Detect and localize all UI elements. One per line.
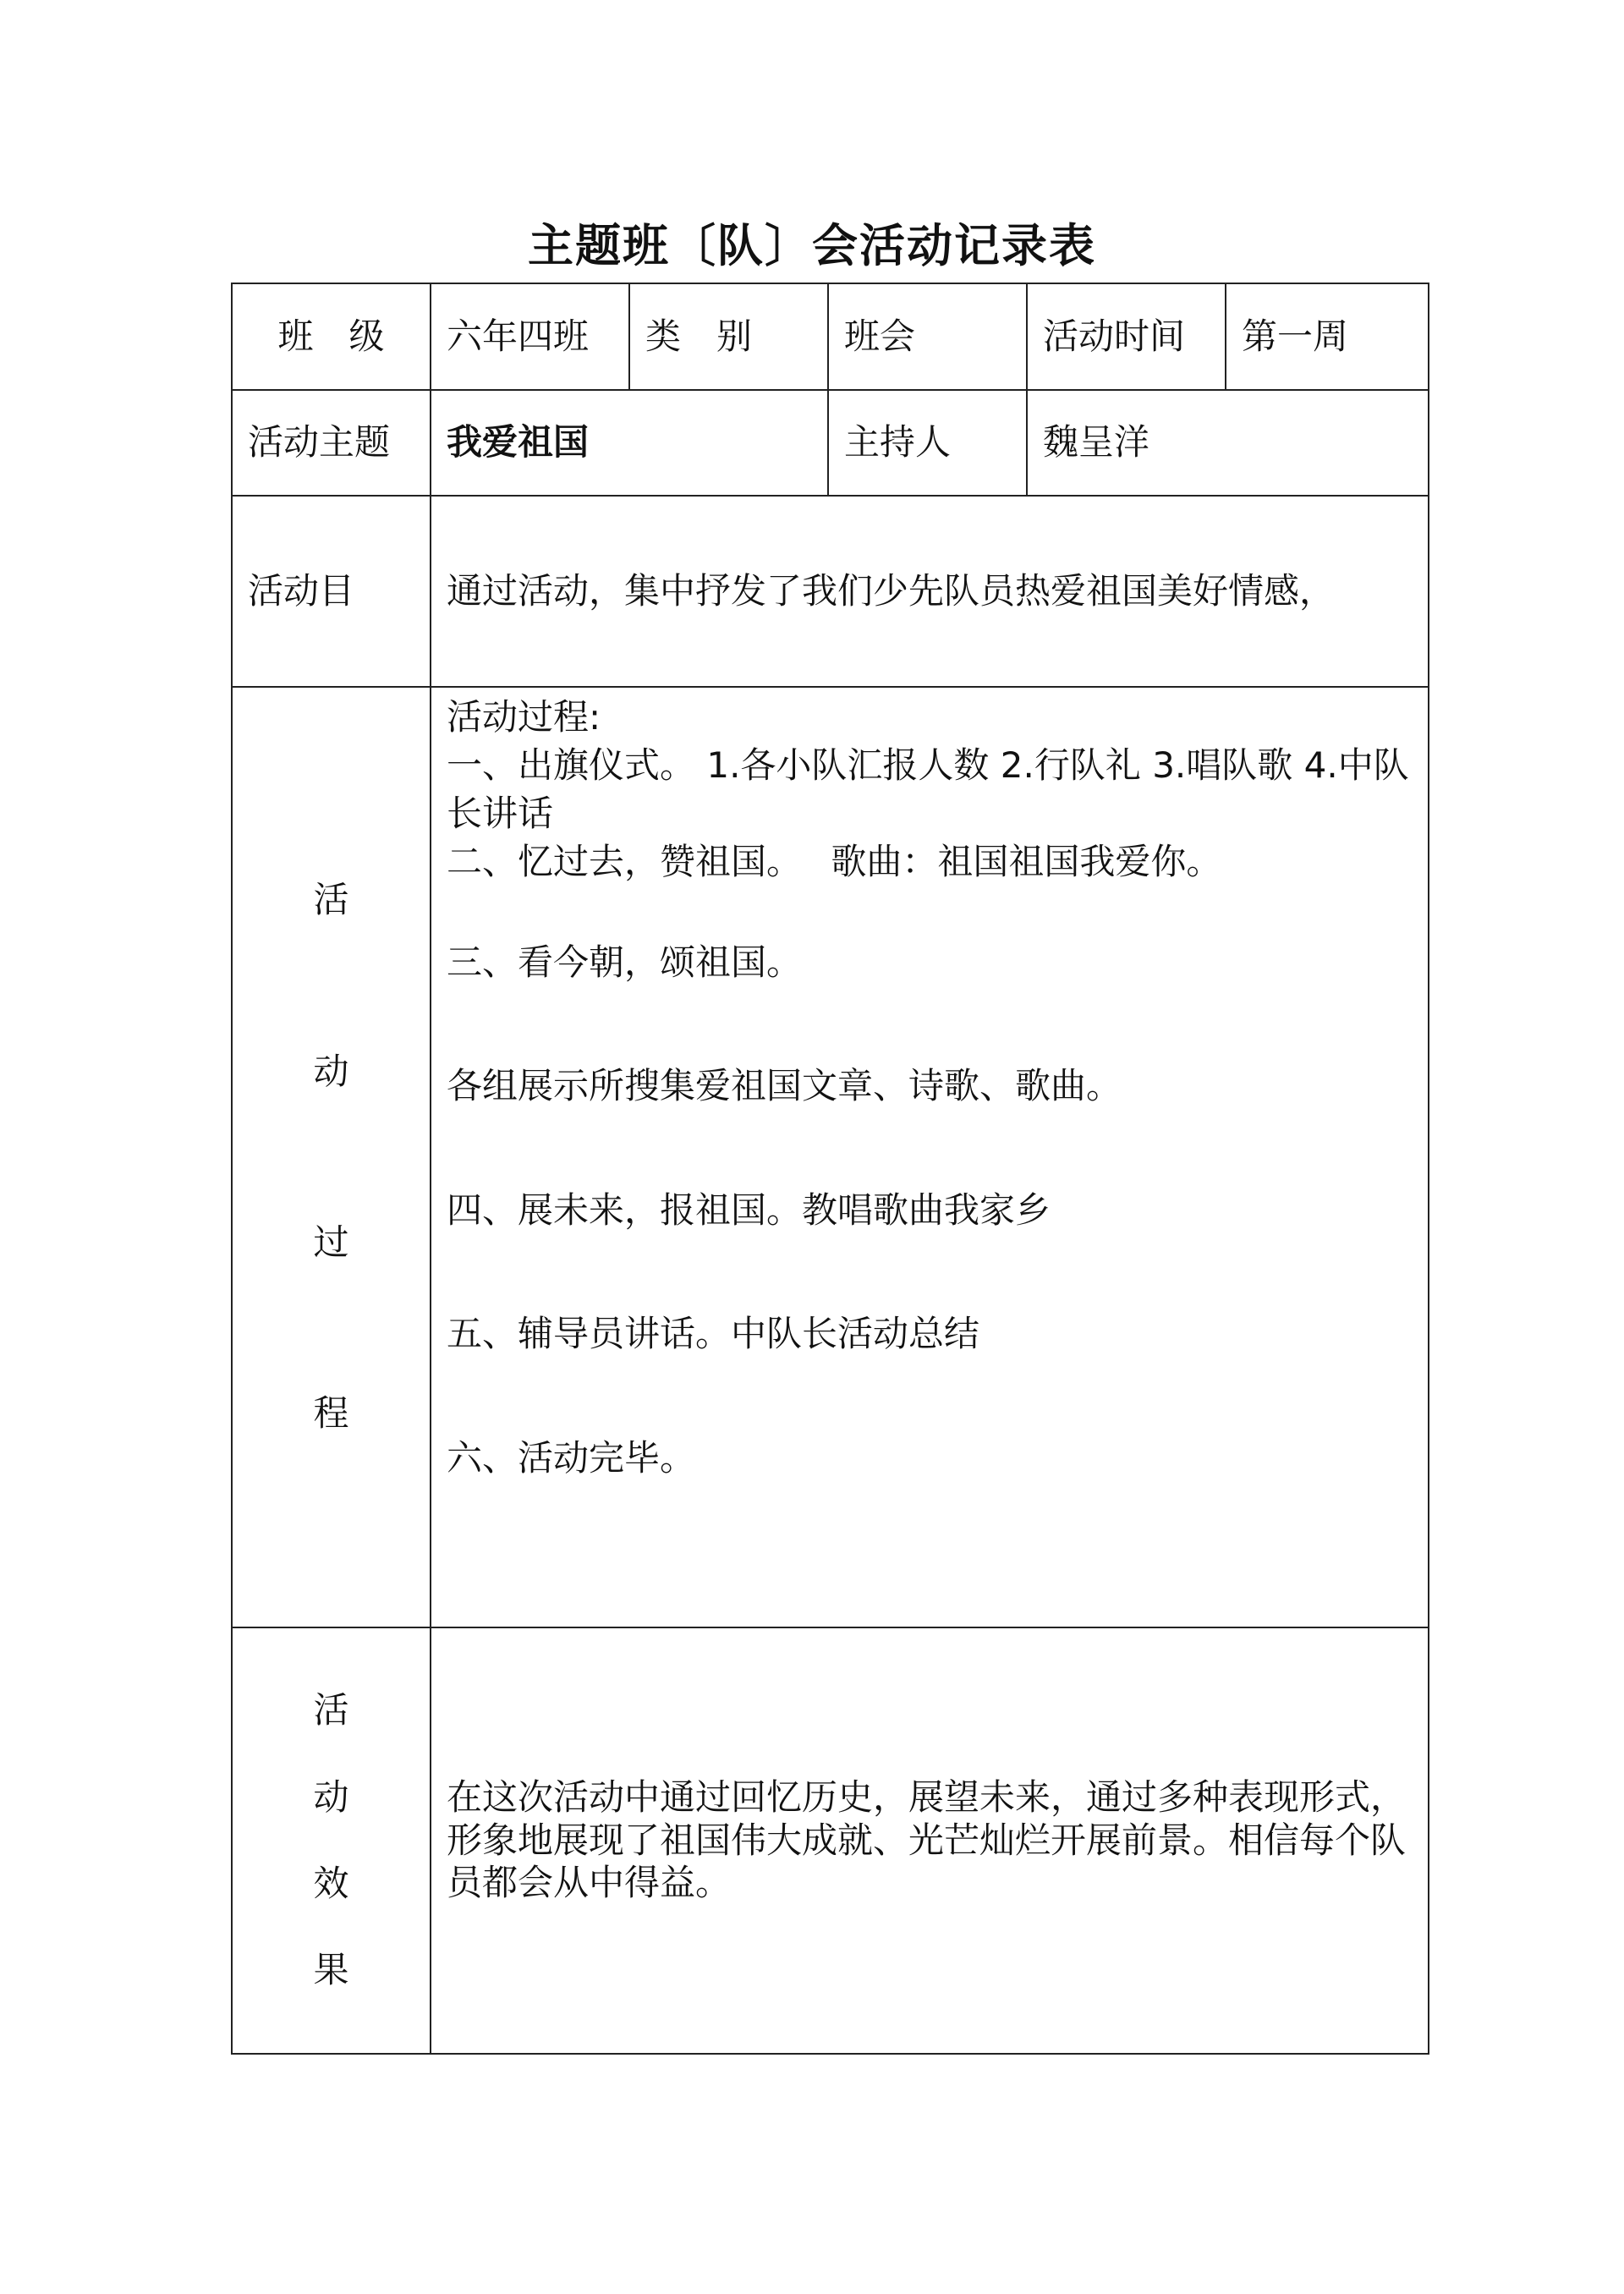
process-label-char: 程 [313,1392,349,1435]
effect-label [232,1627,431,2054]
effect-label-char: 果 [313,1949,349,1991]
process-line: 一、出旗仪式。 1.各小队汇报人数 2.行队礼 3.唱队歌 4.中队长讲话 [447,744,1409,834]
process-label [232,687,431,1627]
effect-label-char: 动 [313,1775,349,1818]
record-table [231,283,1429,2055]
process-label-char: 活 [313,879,349,921]
effect-label-char: 效 [313,1863,349,1904]
effect-content: 在这次活动中通过回忆历史，展望未来，通过多种表现形式，形象地展现了祖国伟大成就、光芒灿烂开展前景。相信每个队员都会从中得益。 [431,1627,1429,2054]
effect-row [232,1627,1429,2054]
class-label: 班 级 [232,283,431,390]
theme-value: 我爱祖国 [431,390,828,496]
process-line: 活动过程: [447,696,601,738]
process-line: 二、忆过去，赞祖国。 歌曲：祖国祖国我爱你。 [447,841,1222,882]
theme-label: 活动主题 [232,390,431,496]
host-value: 魏呈洋 [1027,390,1429,496]
process-content [431,687,1429,1627]
process-line: 五、辅导员讲话。中队长活动总结 [447,1313,980,1355]
process-line: 各组展示所搜集爱祖国文章、诗歌、歌曲。 [447,1065,1122,1107]
class-value: 六年四班 [431,283,629,390]
process-line: 三、看今朝，颂祖国。 [447,941,803,983]
process-label-char: 过 [313,1221,349,1263]
class-info-row [232,283,1429,390]
purpose-row [232,496,1429,687]
theme-row [232,390,1429,496]
purpose-value: 通过活动，集中抒发了我们少先队员热爱祖国美好情感， [431,496,1429,687]
effect-label-char: 活 [313,1689,349,1731]
process-line: 六、活动完毕。 [447,1436,696,1479]
time-label: 活动时间 [1027,283,1226,390]
type-value: 班会 [828,283,1027,390]
purpose-label: 活动目 [232,496,431,687]
page-title: 主题班〔队〕会活动记录表 [528,219,1096,272]
process-label-char: 动 [313,1050,349,1092]
process-row [232,687,1429,1627]
time-value: 第一周 [1226,283,1429,390]
host-label: 主持人 [828,390,1027,496]
type-label: 类 别 [629,283,828,390]
process-line: 四、展未来，报祖国。教唱歌曲我家乡 [447,1188,1051,1231]
